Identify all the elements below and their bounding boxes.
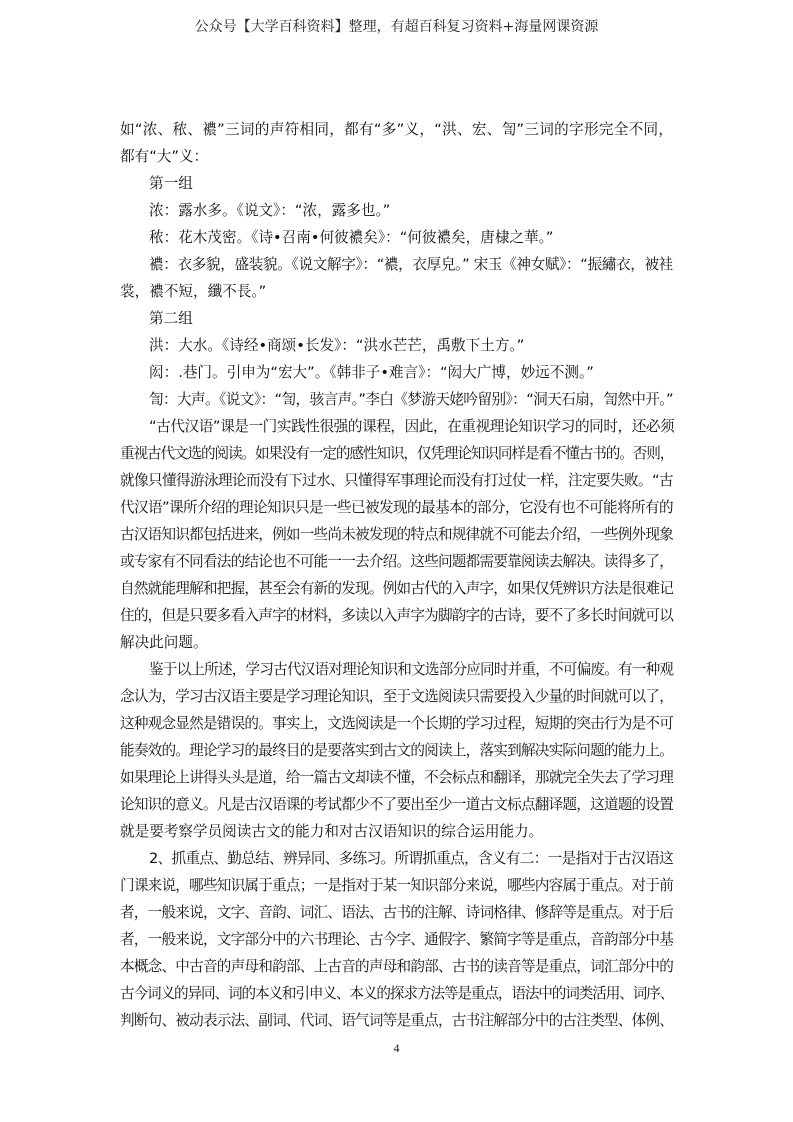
text-line: 鉴于以上所述，学习古代汉语对理论知识和文选部分应同时并重，不可偏废。有一种观 — [149, 661, 674, 678]
text-line: “古代汉语”课是一门实践性很强的课程，因此，在重视理论知识学习的同时，还必须 — [149, 418, 675, 435]
text-line: 闳：.巷门。引申为“宏大”。《韩非子•难言》：“闳大广博，妙远不测。” — [149, 364, 594, 381]
text-line: 如“浓、秾、襛”三词的声符相同，都有“多”义，“洪、宏、訇”三词的字形完全不同， — [120, 121, 673, 138]
text-line: 秾：花木茂密。《诗•召南•何彼襛矣》：“何彼襛矣，唐棣之華。” — [149, 229, 554, 246]
text-line: 就像只懂得游泳理论而没有下过水、只懂得军事理论而没有打过仗一样，注定要失败。“古 — [120, 472, 673, 489]
text-line: 古汉语知识都包括进来，例如一些尚未被发现的特点和规律就不可能去介绍，一些例外现象 — [120, 526, 673, 543]
text-line: 就是要考察学员阅读古文的能力和对古汉语知识的综合运用能力。 — [120, 823, 544, 840]
text-line: 这种观念显然是错误的。事实上，文选阅读是一个长期的学习过程，短期的突击行为是不可 — [120, 715, 673, 732]
text-line: 能奏效的。理论学习的最终目的是要落实到古文的阅读上，落实到解决实际问题的能力上。 — [120, 742, 673, 759]
text-line: 都有“大”义： — [120, 148, 209, 165]
text-line: 本概念、中古音的声母和韵部、上古音的声母和韵部、古书的读音等是重点，词汇部分中的 — [120, 958, 673, 975]
text-line: 代汉语”课所介绍的理论知识只是一些已被发现的最基本的部分，它没有也不可能将所有的 — [120, 499, 673, 516]
text-line: 论知识的意义。凡是古汉语课的考试都少不了要出至少一道古文标点翻译题，这道题的设置 — [120, 796, 673, 813]
text-line: 裳，襛不短，纖不長。” — [120, 283, 267, 300]
text-line: 第二组 — [149, 310, 193, 327]
text-line: 者，一般来说，文字部分中的六书理论、古今字、通假字、繁简字等是重点，音韵部分中基 — [120, 931, 673, 948]
text-line: 门课来说，哪些知识属于重点；一是指对于某一知识部分来说，哪些内容属于重点。对于前 — [120, 877, 673, 894]
page-header: 公众号【大学百科资料】整理，有超百科复习资料+海量网课资源 — [194, 19, 599, 35]
text-line: 念认为，学习古汉语主要是学习理论知识，至于文选阅读只需要投入少量的时间就可以了， — [120, 688, 673, 705]
page-number: 4 — [393, 1041, 400, 1055]
text-line: 如果理论上讲得头头是道，给一篇古文却读不懂，不会标点和翻译，那就完全失去了学习理 — [120, 769, 673, 786]
text-line: 浓：露水多。《说文》：“浓，露多也。” — [149, 202, 391, 219]
text-line: 自然就能理解和把握，甚至会有新的发现。例如古代的入声字，如果仅凭辨识方法是很难记 — [120, 580, 673, 597]
text-line: 者，一般来说，文字、音韵、词汇、语法、古书的注解、诗词格律、修辞等是重点。对于后 — [120, 904, 673, 921]
text-line: 或专家有不同看法的结论也不可能一一去介绍。这些问题都需要靠阅读去解决。读得多了， — [120, 553, 673, 570]
text-line: 2、抓重点、勤总结、辨异同、多练习。所谓抓重点，含义有二：一是指对于古汉语这 — [149, 850, 673, 867]
text-line: 解决此问题。 — [120, 634, 208, 651]
text-line: 襛：衣多貌，盛装貌。《说文解字》：“襛，衣厚皃。” 宋玉《神女赋》：“振繡衣，被袿 — [149, 256, 673, 273]
text-line: 重视古代文选的阅读。如果没有一定的感性知识，仅凭理论知识同样是看不懂古书的。否则， — [120, 445, 674, 462]
text-line: 古今词义的异同、词的本义和引申义、本义的探求方法等是重点，语法中的词类活用、词序、 — [120, 985, 674, 1002]
text-line: 訇：大声。《说文》：“訇，骇言声。”李白《梦游天姥吟留别》：“洞天石扇，訇然中开。” — [149, 391, 673, 408]
text-line: 判断句、被动表示法、副词、代词、语气词等是重点，古书注解部分中的古注类型、体例、 — [120, 1012, 673, 1029]
text-line: 住的，但是只要多看入声字的材料，多读以入声字为脚韵字的古诗，要不了多长时间就可以 — [120, 607, 673, 624]
document-body — [120, 116, 673, 1034]
text-line: 第一组 — [149, 175, 193, 192]
text-line: 洪：大水。《诗经•商颂•长发》：“洪水芒芒，禹敷下土方。” — [149, 337, 525, 354]
